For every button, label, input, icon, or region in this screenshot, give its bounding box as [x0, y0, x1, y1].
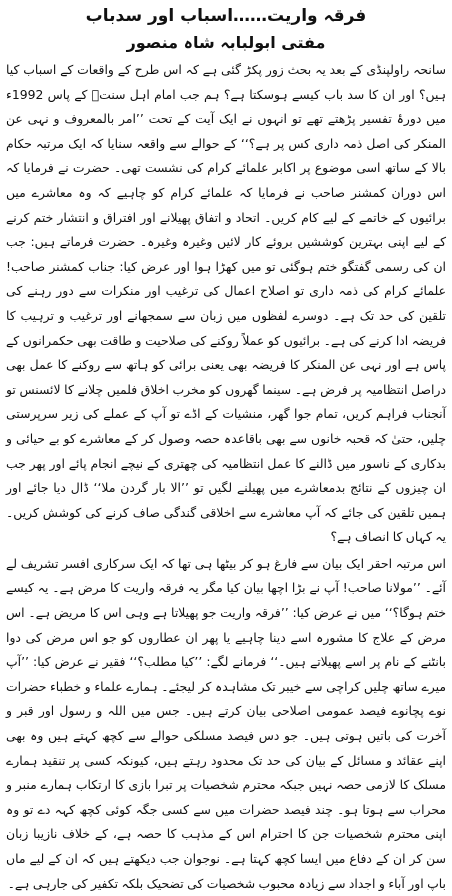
article-paragraph-1: سانحہ راولپنڈی کے بعد یہ بحث زور پکڑ گئی ہے کہ اس طرح کے واقعات کے اسباب کیا ہیں؟ اور ان کا سد باب کیسے ہوسکتا ہے؟ ہم جب امام اہل سنتؒ کے پاس 1992ء میں دورۂ تفسیر پڑھتے تھے تو انہوں نے ایک آیت کے تحت ’’امر بالمعروف و نہی عن المنکر کی اصل ذمہ داری کس پر ہے؟‘‘ کے حوالے سے واقعہ سنایا کہ ایک مرتبہ حکام بالا کے ساتھ اسی موضوع پر اکابر علمائے کرام کی نشست تھی۔ حضرت نے فرمایا کہ اس دوران کمشنر صاحب نے فرمایا کہ علمائے کرام کو چاہیے کہ وہ معاشرے میں برائیوں کے خاتمے کے لیے کام کریں۔ اتحاد و اتفاق پھیلانے اور افتراق و انتشار ختم کرنے کے لیے اپنی بہترین کوششیں بروئے کار لائیں وغیرہ وغیرہ۔ حضرت فرماتے ہیں: جب ان کی رسمی گفتگو ختم ہوگئی تو میں کھڑا ہوا اور عرض کیا: جناب کمشنر صاحب! علمائے کرام کی ذمہ داری تو اصلاح اعمال کی ترغیب اور منکرات سے دور رہنے کی تلقین کی حد تک ہے۔ دوسرے لفظوں میں زبان سے سمجھانے اور ترغیب و ترہیب کا فریضہ ادا کرنے کی ہے۔ برائیوں کو عملاً روکنے کی صلاحیت و طاقت بھی حکمرانوں کے پاس ہے اور نہی عن المنکر کا فریضہ بھی یعنی برائی کو ہاتھ سے روکنے کا عمل بھی دراصل انتظامیہ پر فرض ہے۔ سینما گھروں کو مخرب اخلاق فلمیں چلانے کا لائسنس تو آنجناب فراہم کریں، تمام جوا گھر، منشیات کے اڈے تو آپ کے عملے کی زیر سرپرستی چلیں، حتیٰ کہ قحبہ خانوں سے بھی باقاعدہ حصہ وصول کر کے معاشرے کو بے حیائی و بدکاری کے ناسور میں ڈالنے کا عمل انتظامیہ کی چھتری کے نیچے انجام پائے اور پھر جب ان چیزوں کے نتائج بدمعاشرے میں پھیلنے لگیں تو ’’الا بار گردن ملا‘‘ ڈال دیا جائے اور ہمیں تلقین کی جائے کہ آپ معاشرے سے اخلاقی گندگی صاف کرنے کی کوشش کریں۔ یہ کہاں کا انصاف ہے؟ [6, 62, 446, 545]
article-author: مفتی ابولبابہ شاہ منصور [126, 33, 326, 52]
article-paragraph-2: اس مرتبہ احقر ایک بیان سے فارغ ہو کر بیٹھا ہی تھا کہ ایک سرکاری افسر تشریف لے آئے۔ ’’مولانا صاحب! آپ نے بڑا اچھا بیان کیا مگر یہ فرقہ واریت کا مرض ہے۔ یہ کیسے ختم ہوگا؟‘‘ میں نے عرض کیا: ’’فرقہ واریت جو پھیلاتا ہے وہی اس کا مریض ہے۔ اس مرض کے علاج کا مشورہ اسے دینا چاہیے یا پھر ان عطاروں کو جو اس مرض کی دوا بانٹنے کے نام پر اسے پھیلاتے ہیں۔‘‘ فرمانے لگے: ’’کیا مطلب؟‘‘ فقیر نے عرض کیا: ’’آپ میرے ساتھ چلیں کراچی سے خیبر تک مشاہدہ کر لیجئے۔ ہمارے علماء و خطباء حضرات نوے پچانوے فیصد عمومی اصلاحی بیان کرتے ہیں۔ جس میں اللہ و رسول اور قبر و آخرت کی باتیں ہوتی ہیں۔ جو دس فیصد مسلکی حوالے سے کچھ کہتے ہیں وہ بھی اپنے عقائد و مسائل کے بیان کی حد تک محدود رہتے ہیں، کیونکہ کسی پر تنقید ہمارے مسلک کا لازمی حصہ نہیں جبکہ محترم شخصیات پر تبرا بازی کا ارتکاب ہمارے منبر و محراب سے ہوتا ہو۔ چند فیصد حضرات میں سے کسی جگہ کوئی کچھ کہہ دے تو وہ اپنی محترم شخصیات جن کا احترام اس کے مذہب کا حصہ ہے، کے خلاف نازیبا زبان سن کر ان کے دفاع میں ایسا کچھ کہتا ہے۔ نوجوان جب دیکھتے ہیں کہ ان کے لیے ماں باپ اور آباء و اجداد سے زیادہ محبوب شخصیات کی تضحیک بلکہ تکفیر کی جارہی ہے۔ [6, 555, 446, 891]
article-title: فرقہ واریت……اسباب اور سدباب [85, 6, 367, 26]
